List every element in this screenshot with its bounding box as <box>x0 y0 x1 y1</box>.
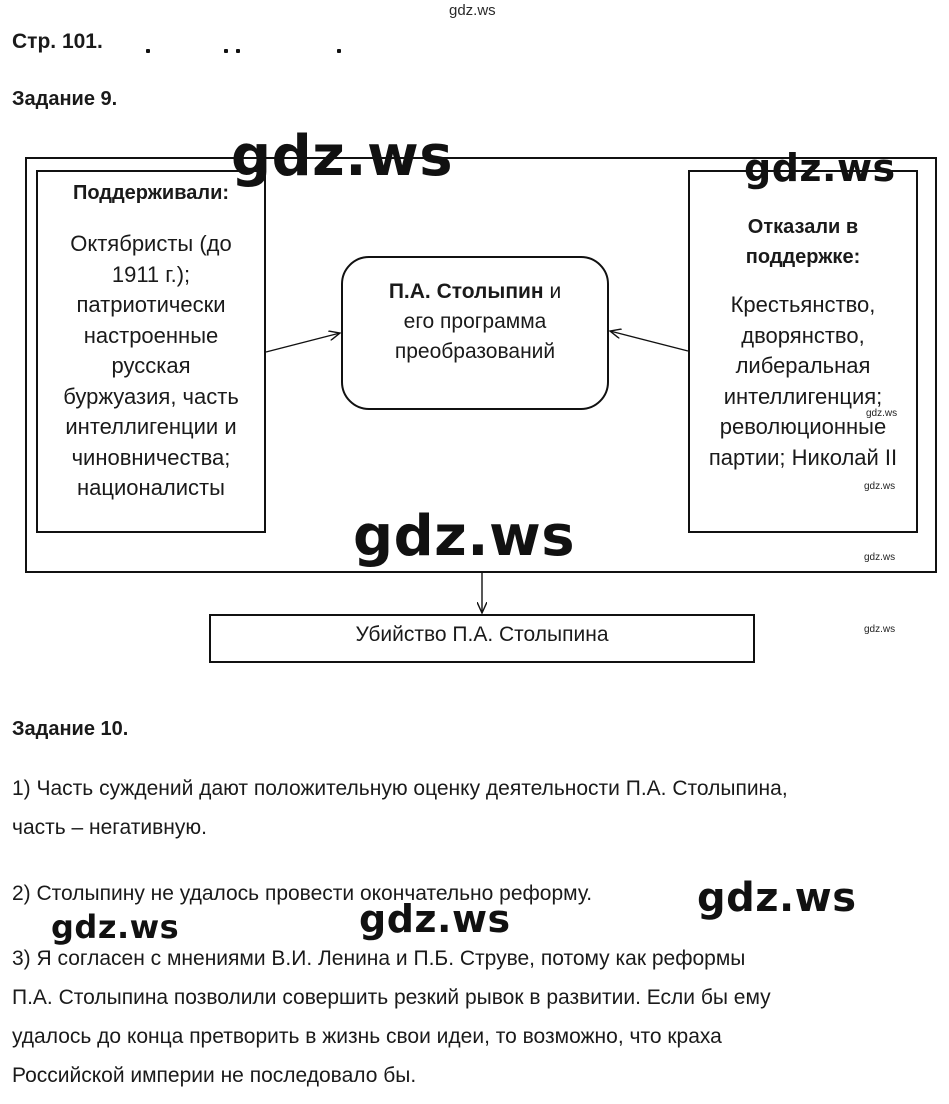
dot-mark <box>146 49 150 53</box>
opponents-line: либеральная <box>735 353 871 378</box>
opponents-line: партии; Николай II <box>708 444 898 470</box>
stolypin-name: П.А. Столыпин <box>388 280 544 303</box>
opponents-line: Крестьянство, <box>730 292 876 317</box>
watermark-medium: gdz.ws <box>697 875 857 921</box>
answer-1 <box>12 769 912 847</box>
opponents-list <box>688 290 918 473</box>
watermark-medium: gdz.ws <box>51 908 180 946</box>
supporters-title: Поддерживали: <box>72 182 230 204</box>
opponents-title-line: поддержке: <box>745 246 861 268</box>
answer-3-line: удалось до конца претворить в жизнь свои идеи, то возможно, что краха <box>12 1025 722 1048</box>
watermark-large: gdz.ws <box>353 504 576 569</box>
stolypin-program-text <box>341 277 609 367</box>
supporters-line: буржуазия, часть <box>63 383 239 409</box>
task-10-title: Задание 10. <box>12 718 129 740</box>
dot-mark <box>337 49 341 53</box>
dot-mark <box>224 49 228 53</box>
stolypin-name-rest: и <box>543 280 562 303</box>
supporters-line: 1911 г.); <box>111 261 191 287</box>
supporters-line: настроенные <box>83 322 219 348</box>
supporters-line: патриотически <box>76 292 226 317</box>
watermark-tiny: gdz.ws <box>864 481 896 492</box>
supporters-line: чиновничества; <box>71 444 231 470</box>
watermark-tiny: gdz.ws <box>864 624 896 635</box>
stolypin-program-line: его программа <box>403 310 547 333</box>
watermark-large: gdz.ws <box>231 124 454 189</box>
watermark-tiny: gdz.ws <box>866 408 898 419</box>
answer-1-line: часть – негативную. <box>12 816 207 839</box>
opponents-line: дворянство, <box>741 322 865 348</box>
supporters-line: Октябристы (до <box>70 231 232 256</box>
opponents-title-line: Отказали в <box>747 216 859 238</box>
watermark-tiny: gdz.ws <box>864 552 896 563</box>
answer-1-line: 1) Часть суждений дают положительную оценку деятельности П.А. Столыпина, <box>12 777 788 800</box>
supporters-line: русская <box>111 353 191 378</box>
watermark-medium: gdz.ws <box>359 897 511 941</box>
opponents-title <box>688 212 918 272</box>
outcome-text: Убийство П.А. Столыпина <box>355 623 609 646</box>
supporters-line: националисты <box>77 475 225 500</box>
answer-2: 2) Столыпину не удалось провести окончательно реформу. <box>12 882 593 905</box>
supporters-line: интеллигенции и <box>65 414 237 439</box>
answer-3-line: Российской империи не последовало бы. <box>12 1064 417 1087</box>
stolypin-program-line: преобразований <box>394 340 556 363</box>
answer-3 <box>12 939 912 1095</box>
answer-3-line: П.А. Столыпина позволили совершить резкий рывок в развитии. Если бы ему <box>12 986 771 1009</box>
watermark-medium: gdz.ws <box>744 146 896 190</box>
stolypin-name-line <box>341 277 609 307</box>
opponents-line: революционные <box>719 414 887 439</box>
page-reference: Стр. 101. <box>12 30 103 53</box>
supporters-list <box>36 229 266 504</box>
opponents-line: интеллигенция; <box>723 383 883 409</box>
answer-3-line: 3) Я согласен с мнениями В.И. Ленина и П.Б. Струве, потому как реформы <box>12 947 746 970</box>
dot-mark <box>236 49 240 53</box>
watermark-top: gdz.ws <box>449 2 496 19</box>
task-9-title: Задание 9. <box>12 88 118 110</box>
